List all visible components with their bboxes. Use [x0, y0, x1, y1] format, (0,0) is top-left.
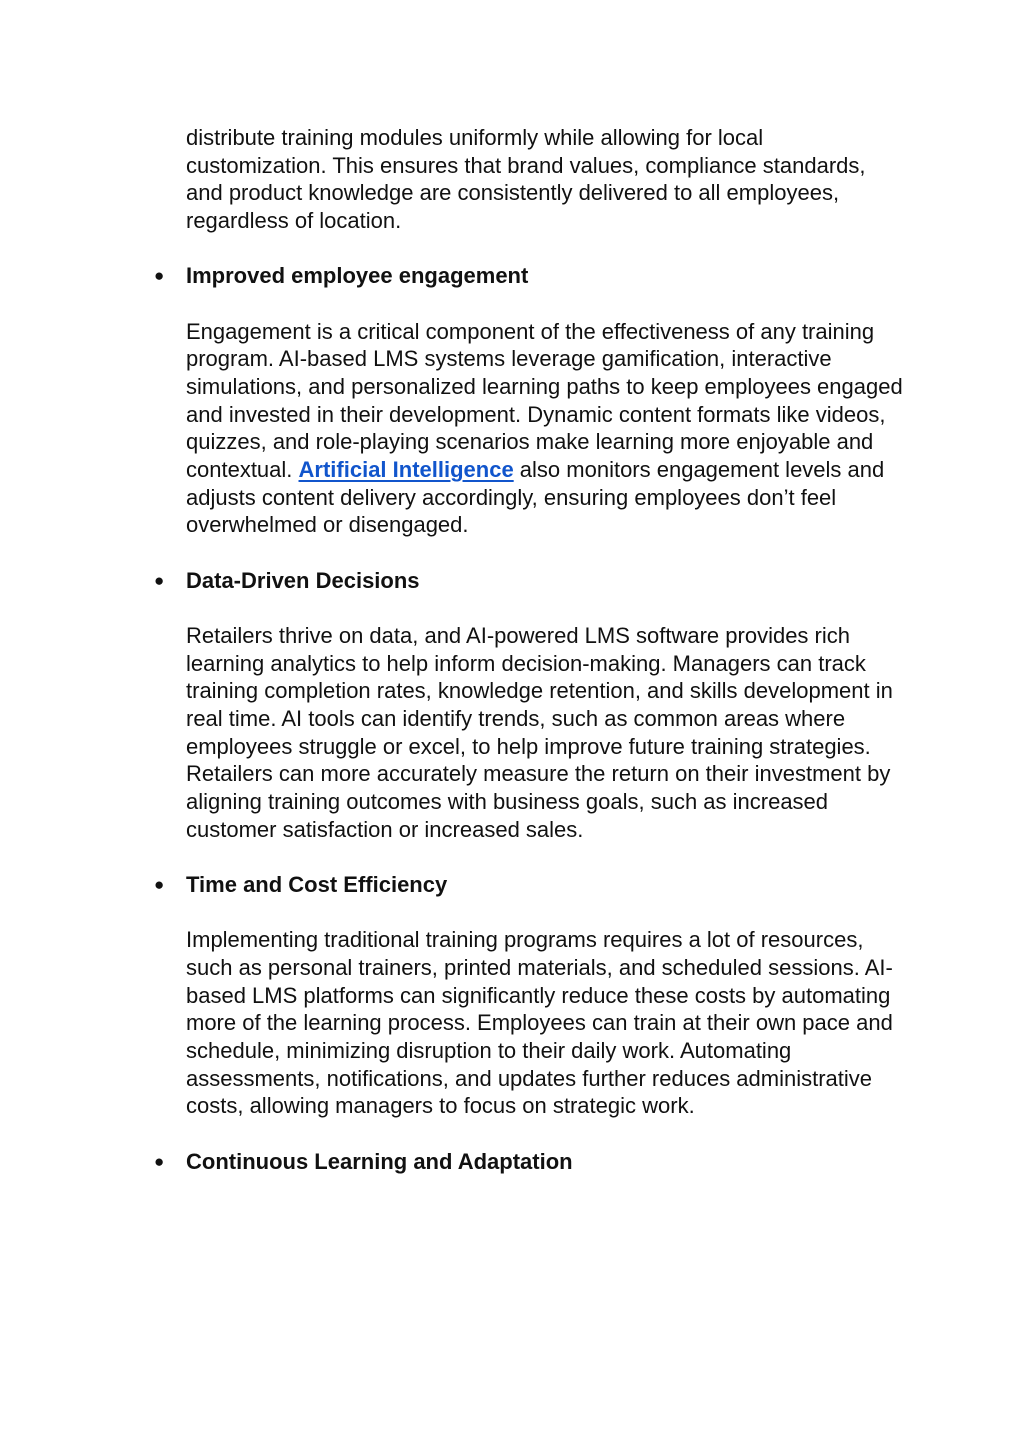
section-heading-row — [154, 1148, 906, 1176]
section-heading-row — [154, 871, 906, 899]
artificial-intelligence-link[interactable]: Artificial Intelligence — [298, 457, 514, 483]
section-heading: Time and Cost Efficiency — [186, 871, 448, 897]
section-body — [186, 318, 906, 540]
section-heading: Continuous Learning and Adaptation — [186, 1148, 573, 1174]
document-content — [154, 124, 906, 1203]
bullet-icon: ● — [154, 266, 165, 286]
intro-paragraph: distribute training modules uniformly while allowing for local customization. This ensures that brand values, compliance standards, and product knowledge are consistently delivered to all employees, regardless of location. — [186, 125, 866, 234]
bullet-icon: ● — [154, 570, 165, 590]
bullet-icon: ● — [154, 874, 165, 894]
section-heading-row — [154, 262, 906, 290]
section-body: Implementing traditional training programs requires a lot of resources, such as personal trainers, printed materials, and scheduled sessions. AI-based LMS platforms can significantly reduce these costs by automating more of the learning process. Employees can train at their own pace and schedule, minimizing disruption to their daily work. Automating assessments, notifications, and updates further reduces administrative costs, allowing managers to focus on strategic work. — [186, 927, 893, 1119]
body-text: also monitors engagement levels and adjusts content delivery accordingly, ensuring employees don’t feel overwhelmed or disengaged. — [186, 457, 885, 538]
bullet-icon: ● — [154, 1151, 165, 1171]
section-heading-row — [154, 567, 906, 595]
body-text: Engagement is a critical component of the effectiveness of any training program. AI-based LMS systems leverage gamification, interactive simulations, and personalized learning paths to keep employees engaged and invested in their development. Dynamic content formats like videos, quizzes, and role-playing scenarios make learning more enjoyable and contextual. — [186, 318, 903, 483]
section-heading: Improved employee engagement — [186, 263, 529, 289]
section-body: Retailers thrive on data, and AI-powered LMS software provides rich learning analytics to help inform decision-making. Managers can track training completion rates, knowledge retention, and skills development in real time. AI tools can identify trends, such as common areas where employees struggle or excel, to help improve future training strategies. Retailers can more accurately measure the return on their investment by aligning training outcomes with business goals, such as increased customer satisfaction or increased sales. — [186, 622, 893, 842]
section-heading: Data-Driven Decisions — [186, 567, 420, 593]
